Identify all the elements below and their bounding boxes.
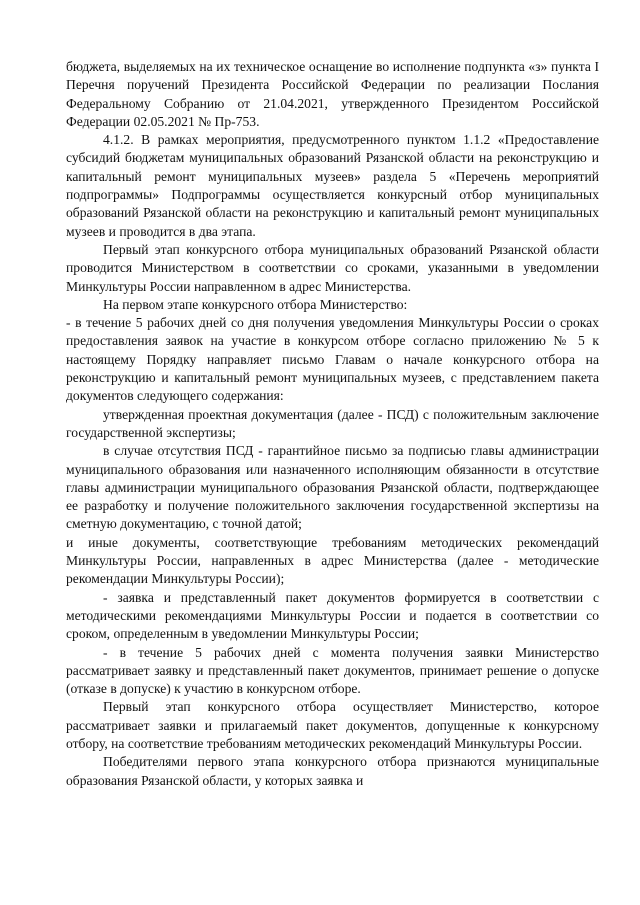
list-item-other-documents: и иные документы, соответствующие требованиям методических рекомендаций Минкультуры России, направленных в адрес Министерства (далее - методические рекомендации Минкультуры России); [66, 534, 599, 587]
list-item-application-package: - заявка и представленный пакет документов формируется в соответствии с методическими рекомендациями Минкультуры России и подается в соответствии со сроком, определенным в уведомлении Минкультуры России; [66, 589, 599, 642]
document-page [66, 58, 599, 790]
list-item-approved-project-docs: утвержденная проектная документация (далее - ПСД) с положительным заключение государственной экспертизы; [66, 406, 599, 440]
list-item-within-5-days-letter: - в течение 5 рабочих дней со дня получения уведомления Минкультуры России о сроках предоставления заявок на участие в конкурсом отборе согласно приложению № 5 к настоящему Порядку направляет письмо Главам о начале конкурсного отбора на реконструкцию и капитальный ремонт муниципальных музеев, с представлением пакета документов следующего содержания: [66, 315, 599, 404]
paragraph-4-1-2-competitive-selection: 4.1.2. В рамках мероприятия, предусмотренного пунктом 1.1.2 «Предоставление субсидий бюджетам муниципальных образований Рязанской области на реконструкцию и капитальный ремонт муниципальных музеев» раздела 5 «Перечень мероприятий подпрограммы» Подпрограммы осуществляется конкурсный отбор муниципальных образований Рязанской области на реконструкцию и капитальный ремонт муниципальных музеев и проводится в два этапа. [66, 132, 599, 239]
paragraph-ministry-reviews: Первый этап конкурсного отбора осуществляет Министерство, которое рассматривает заявки и прилагаемый пакет документов, допущенные к конкурсному отбору, на соответствие требованиям методических рекомендаций Минкультуры России. [66, 699, 599, 751]
list-item-review-decision: - в течение 5 рабочих дней с момента получения заявки Министерство рассматривает заявку и представленный пакет документов, принимает решение о допуске (отказе в допуске) к участию в конкурсном отборе. [66, 644, 599, 697]
paragraph-first-stage-conducted: Первый этап конкурсного отбора муниципальных образований Рязанской области проводится Министерством в соответствии со сроками, указанными в уведомлении Минкультуры России направленном в адрес Министерства. [66, 241, 599, 294]
paragraph-budget-equipment: бюджета, выделяемых на их техническое оснащение во исполнение подпункта «з» пункта I Перечня поручений Президента Российской Федерации по реализации Послания Федеральному Собранию от 21.04.2021, утвержденного Президентом Российской Федерации 02.05.2021 № Пр-753. [66, 59, 599, 129]
list-item-guarantee-letter: в случае отсутствия ПСД - гарантийное письмо за подписью главы администрации муниципального образования или назначенного исполняющим обязанности в отсутствие главы администрации муниципального образования Рязанской области, подтверждающее ее разработку и получение положительного заключения государственной экспертизы на сметную документацию, с точной датой; [66, 443, 599, 532]
paragraph-winners-first-stage: Победителями первого этапа конкурсного отбора признаются муниципальные образования Рязанской области, у которых заявка и [66, 754, 599, 788]
paragraph-first-stage-ministry: На первом этапе конкурсного отбора Министерство: [103, 296, 408, 312]
